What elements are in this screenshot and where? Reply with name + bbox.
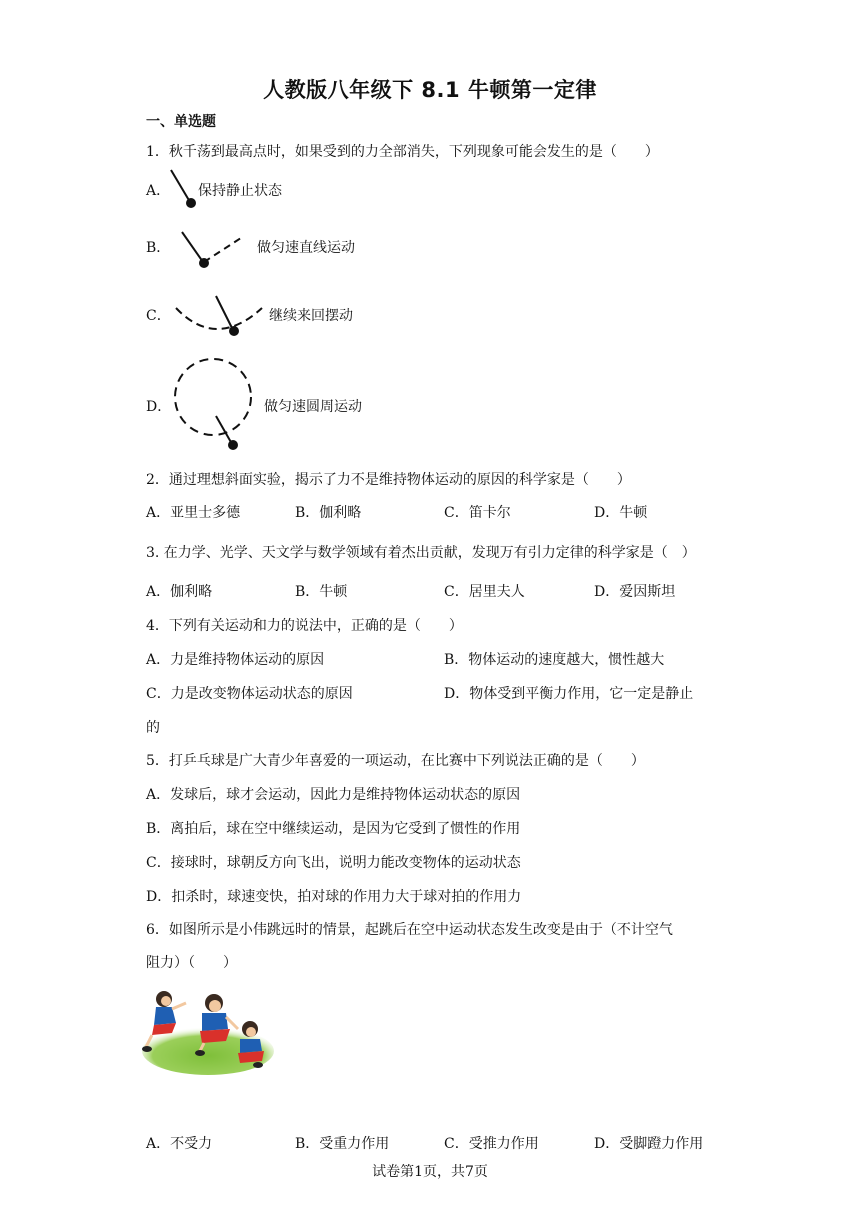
q1-option-c-figure xyxy=(170,292,270,342)
question-5-stem: 5．打乒乓球是广大青少年喜爱的一项运动，在比赛中下列说法正确的是（ ） xyxy=(146,753,645,769)
q2-option-c: C．笛卡尔 xyxy=(444,505,511,521)
pendulum-string xyxy=(182,232,203,262)
pendulum-bob xyxy=(186,198,196,208)
q4-option-d-wrap: 的 xyxy=(146,720,160,736)
q5-option-b: B．离拍后，球在空中继续运动，是因为它受到了惯性的作用 xyxy=(146,821,521,837)
question-3-stem: 3. 在力学、光学、天文学与数学领域有着杰出贡献，发现万有引力定律的科学家是（ ） xyxy=(146,545,696,561)
q1-option-b-text: 做匀速直线运动 xyxy=(257,240,355,256)
pendulum-bob xyxy=(199,258,209,268)
q1-option-a-text: 保持静止状态 xyxy=(198,183,282,199)
jumper-landing xyxy=(238,1021,264,1068)
q1-option-b-letter: B． xyxy=(146,240,171,256)
pendulum-bob xyxy=(229,326,239,336)
pendulum-string xyxy=(171,170,190,202)
q4-option-a: A．力是维持物体运动的原因 xyxy=(146,652,325,668)
q4-option-c: C．力是改变物体运动状态的原因 xyxy=(146,686,353,702)
q2-option-a: A．亚里士多德 xyxy=(146,505,241,521)
q3-option-b: B．牛顿 xyxy=(295,584,348,600)
pendulum-string xyxy=(216,416,232,444)
q1-option-b-figure xyxy=(176,226,250,274)
circular-path-dashed xyxy=(175,359,251,435)
section-heading: 一、单选题 xyxy=(146,114,216,130)
q1-option-a-letter: A． xyxy=(146,183,171,199)
q4-option-b: B．物体运动的速度越大，惯性越大 xyxy=(444,652,665,668)
page-title: 人教版八年级下 8.1 牛顿第一定律 xyxy=(263,78,597,102)
q6-option-a: A．不受力 xyxy=(146,1136,213,1152)
q1-option-c-text: 继续来回摆动 xyxy=(269,308,353,324)
long-jump-illustration xyxy=(142,985,274,1079)
q3-option-a: A．伽利略 xyxy=(146,584,213,600)
pendulum-bob xyxy=(228,440,238,450)
q3-option-d: D．爱因斯坦 xyxy=(594,584,676,600)
q2-option-b: B．伽利略 xyxy=(295,505,362,521)
q5-option-c: C．接球时，球朝反方向飞出，说明力能改变物体的运动状态 xyxy=(146,855,521,871)
q1-option-d-text: 做匀速圆周运动 xyxy=(264,399,362,415)
page-footer: 试卷第1页，共7页 xyxy=(372,1164,488,1180)
question-1-stem: 1．秋千荡到最高点时，如果受到的力全部消失，下列现象可能会发生的是（ ） xyxy=(146,144,659,160)
q6-option-c: C．受推力作用 xyxy=(444,1136,539,1152)
q6-option-d: D．受脚蹬力作用 xyxy=(594,1136,704,1152)
pendulum-string xyxy=(216,296,233,330)
q4-option-d: D．物体受到平衡力作用，它一定是静止 xyxy=(444,686,694,702)
question-4-stem: 4．下列有关运动和力的说法中，正确的是（ ） xyxy=(146,618,463,634)
question-2-stem: 2．通过理想斜面实验，揭示了力不是维持物体运动的原因的科学家是（ ） xyxy=(146,472,631,488)
q1-option-c-letter: C． xyxy=(146,308,171,324)
q1-option-d-letter: D． xyxy=(146,399,172,415)
q5-option-d: D．扣杀时，球速变快，拍对球的作用力大于球对拍的作用力 xyxy=(146,889,522,905)
q1-option-d-figure xyxy=(170,352,260,454)
q6-option-b: B．受重力作用 xyxy=(295,1136,390,1152)
swing-arc-dashed xyxy=(176,308,262,329)
q3-option-c: C．居里夫人 xyxy=(444,584,525,600)
q5-option-a: A．发球后，球才会运动，因此力是维持物体运动状态的原因 xyxy=(146,787,521,803)
straight-path-dashed xyxy=(204,236,244,262)
question-6-stem-line2: 阻力）（ ） xyxy=(146,955,237,971)
q2-option-d: D．牛顿 xyxy=(594,505,648,521)
question-6-stem-line1: 6．如图所示是小伟跳远时的情景，起跳后在空中运动状态发生改变是由于（不计空气 xyxy=(146,922,673,938)
